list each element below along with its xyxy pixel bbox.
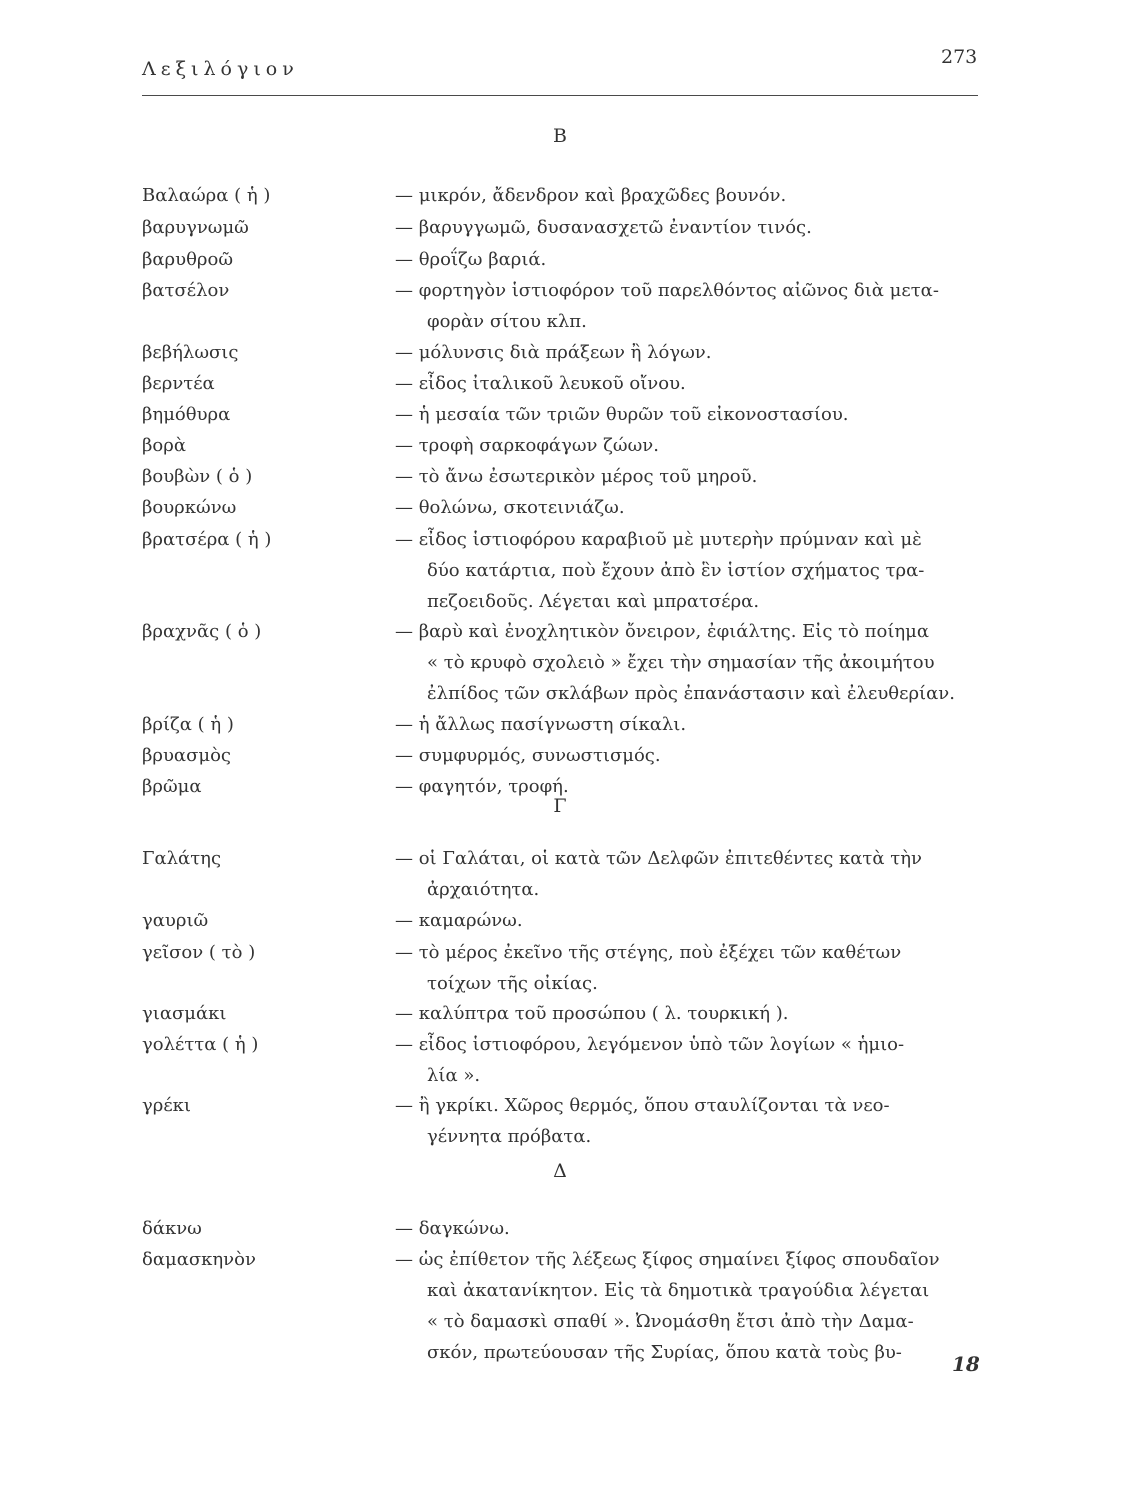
definition-line: — βαρυγγωμῶ, δυσανασχετῶ ἐναντίον τινός. — [395, 217, 812, 238]
headword: βορὰ — [142, 435, 186, 456]
definition-line: — οἱ Γαλάται, οἱ κατὰ τῶν Δελφῶν ἐπιτεθέντες κατὰ τὴν — [395, 848, 922, 869]
header-rule — [142, 95, 978, 96]
headword: βρίζα ( ἡ ) — [142, 714, 234, 735]
headword: γρέκι — [142, 1095, 191, 1116]
section-letter: Γ — [553, 795, 567, 817]
definition-line: — καμαρώνω. — [395, 910, 523, 931]
headword: βουρκώνω — [142, 497, 237, 518]
definition-continuation: « τὸ δαμασκὶ σπαθί ». Ὠνομάσθη ἔτσι ἀπὸ τὴν Δαμα- — [427, 1311, 914, 1332]
signature-mark: 18 — [952, 1352, 980, 1376]
definition-line: — ἡ ἄλλως πασίγνωστη σίκαλι. — [395, 714, 687, 735]
definition-line: — μικρόν, ἄδενδρον καὶ βραχῶδες βουνόν. — [395, 185, 787, 206]
definition-line: — εἶδος ἱστιοφόρου καραβιοῦ μὲ μυτερὴν πρύμναν καὶ μὲ — [395, 529, 922, 550]
definition-line: — τὸ ἄνω ἐσωτερικὸν μέρος τοῦ μηροῦ. — [395, 466, 758, 487]
definition-line: — ἡ μεσαία τῶν τριῶν θυρῶν τοῦ εἰκονοστασίου. — [395, 404, 849, 425]
headword: βραχνᾶς ( ὁ ) — [142, 621, 262, 642]
headword: βουβὼν ( ὁ ) — [142, 466, 253, 487]
definition-line: — εἶδος ἱστιοφόρου, λεγόμενον ὑπὸ τῶν λογίων « ἡμιο- — [395, 1034, 905, 1055]
definition-line: — ὡς ἐπίθετον τῆς λέξεως ξίφος σημαίνει ξίφος σπουδαῖον — [395, 1249, 940, 1270]
headword: βημόθυρα — [142, 404, 231, 425]
definition-line: — δαγκώνω. — [395, 1218, 510, 1239]
section-letter: Δ — [553, 1160, 567, 1182]
headword: βρυασμὸς — [142, 745, 231, 766]
headword: γιασμάκι — [142, 1003, 227, 1024]
headword: βαρυγνωμῶ — [142, 217, 249, 238]
definition-line: — τὸ μέρος ἐκεῖνο τῆς στέγης, ποὺ ἐξέχει τῶν καθέτων — [395, 942, 902, 963]
definition-line: — μόλυνσις διὰ πράξεων ἢ λόγων. — [395, 342, 712, 363]
definition-continuation: πεζοειδοῦς. Λέγεται καὶ μπρατσέρα. — [427, 591, 760, 612]
definition-continuation: λία ». — [427, 1065, 481, 1086]
headword: Γαλάτης — [142, 848, 222, 869]
definition-continuation: τοίχων τῆς οἰκίας. — [427, 973, 598, 994]
definition-line: — τροφὴ σαρκοφάγων ζώων. — [395, 435, 659, 456]
definition-continuation: καὶ ἀκατανίκητον. Εἰς τὰ δημοτικὰ τραγούδια λέγεται — [427, 1280, 930, 1301]
definition-continuation: « τὸ κρυφὸ σχολειὸ » ἔχει τὴν σημασίαν τῆς ἀκοιμήτου — [427, 652, 935, 673]
definition-continuation: φορὰν σίτου κλπ. — [427, 311, 587, 332]
definition-line: — εἶδος ἰταλικοῦ λευκοῦ οἴνου. — [395, 373, 686, 394]
section-letter: Β — [553, 125, 567, 147]
definition-continuation: γέννητα πρόβατα. — [427, 1126, 592, 1147]
definition-continuation: ἀρχαιότητα. — [427, 879, 540, 900]
definition-line: — θολώνω, σκοτεινιάζω. — [395, 497, 625, 518]
definition-continuation: δύο κατάρτια, ποὺ ἔχουν ἀπὸ ἓν ἱστίον σχήματος τρα- — [427, 560, 925, 581]
headword: βαρυθρoῶ — [142, 249, 234, 270]
headword: βεβήλωσις — [142, 342, 239, 363]
definition-line: — βαρὺ καὶ ἐνοχλητικὸν ὄνειρον, ἐφιάλτης. Εἰς τὸ ποίημα — [395, 621, 930, 642]
definition-line: — φορτηγὸν ἱστιοφόρον τοῦ παρελθόντος αἰῶνος διὰ μετα- — [395, 280, 939, 301]
headword: γεῖσον ( τὸ ) — [142, 942, 256, 963]
headword: γολέττα ( ἡ ) — [142, 1034, 259, 1055]
definition-continuation: σκόν, πρωτεύουσαν τῆς Συρίας, ὅπου κατὰ τοὺς βυ- — [427, 1342, 902, 1363]
definition-line: — θροΐζω βαριά. — [395, 249, 547, 270]
headword: γαυριῶ — [142, 910, 209, 931]
headword: δάκνω — [142, 1218, 202, 1239]
headword: Βαλαώρα ( ἡ ) — [142, 185, 271, 206]
definition-line: — συμφυρμός, συνωστισμός. — [395, 745, 661, 766]
headword: δαμασκηνὸν — [142, 1249, 256, 1270]
page-number: 273 — [941, 46, 978, 68]
definition-line: — ἢ γκρίκι. Χῶρος θερμός, ὅπου σταυλίζονται τὰ νεο- — [395, 1095, 890, 1116]
headword: βρατσέρα ( ἡ ) — [142, 529, 272, 550]
headword: βατσέλον — [142, 280, 230, 301]
definition-line: — καλύπτρα τοῦ προσώπου ( λ. τουρκική ). — [395, 1003, 789, 1024]
definition-line: — φαγητόν, τροφή. — [395, 776, 569, 797]
headword: βρῶμα — [142, 776, 202, 797]
definition-continuation: ἐλπίδος τῶν σκλάβων πρὸς ἐπανάστασιν καὶ ἐλευθερίαν. — [427, 683, 955, 704]
running-title: Λεξιλόγιον — [142, 58, 299, 80]
headword: βερντέα — [142, 373, 215, 394]
